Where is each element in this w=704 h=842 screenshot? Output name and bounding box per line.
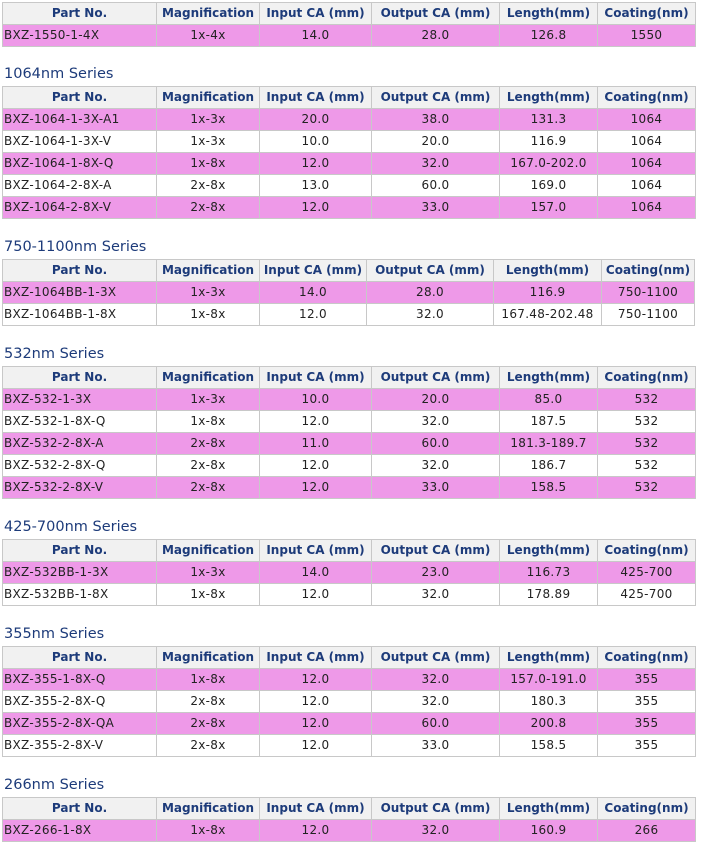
header-coating: Coating(nm) bbox=[598, 798, 696, 820]
cell-output-ca: 20.0 bbox=[372, 389, 500, 411]
cell-input-ca: 13.0 bbox=[260, 175, 372, 197]
cell-length: 157.0-191.0 bbox=[500, 669, 598, 691]
cell-part-no: BXZ-532-2-8X-A bbox=[3, 433, 157, 455]
cell-coating: 750-1100 bbox=[602, 304, 695, 326]
cell-output-ca: 60.0 bbox=[372, 433, 500, 455]
header-input-ca: Input CA (mm) bbox=[260, 798, 372, 820]
cell-coating: 355 bbox=[598, 713, 696, 735]
table-row bbox=[3, 691, 696, 713]
cell-length: 180.3 bbox=[500, 691, 598, 713]
cell-input-ca: 12.0 bbox=[260, 304, 367, 326]
cell-coating: 750-1100 bbox=[602, 282, 695, 304]
header-output-ca: Output CA (mm) bbox=[372, 540, 500, 562]
series-title: 266nm Series bbox=[4, 777, 105, 793]
header-part-no: Part No. bbox=[3, 260, 157, 282]
cell-part-no: BXZ-1064BB-1-8X bbox=[3, 304, 157, 326]
cell-output-ca: 60.0 bbox=[372, 175, 500, 197]
series-title: 355nm Series bbox=[4, 626, 105, 642]
cell-output-ca: 60.0 bbox=[372, 713, 500, 735]
cell-output-ca: 32.0 bbox=[372, 691, 500, 713]
header-magnification: Magnification bbox=[157, 798, 260, 820]
header-output-ca: Output CA (mm) bbox=[367, 260, 494, 282]
cell-input-ca: 12.0 bbox=[260, 197, 372, 219]
spec-table bbox=[2, 797, 696, 842]
cell-input-ca: 12.0 bbox=[260, 153, 372, 175]
cell-part-no: BXZ-1064-1-8X-Q bbox=[3, 153, 157, 175]
cell-magnification: 1x-8x bbox=[157, 820, 260, 842]
cell-coating: 425-700 bbox=[598, 584, 696, 606]
cell-magnification: 1x-8x bbox=[157, 669, 260, 691]
header-magnification: Magnification bbox=[157, 260, 260, 282]
series-title: 1064nm Series bbox=[4, 66, 114, 82]
cell-magnification: 1x-8x bbox=[157, 584, 260, 606]
cell-input-ca: 12.0 bbox=[260, 669, 372, 691]
table-header-row bbox=[3, 367, 696, 389]
table-header-row bbox=[3, 647, 696, 669]
table-row bbox=[3, 433, 696, 455]
header-part-no: Part No. bbox=[3, 647, 157, 669]
header-input-ca: Input CA (mm) bbox=[260, 647, 372, 669]
cell-input-ca: 12.0 bbox=[260, 584, 372, 606]
table-row bbox=[3, 153, 696, 175]
table-header-row bbox=[3, 87, 696, 109]
cell-magnification: 1x-3x bbox=[157, 389, 260, 411]
cell-part-no: BXZ-1064-1-3X-A1 bbox=[3, 109, 157, 131]
spec-table bbox=[2, 259, 695, 326]
header-input-ca: Input CA (mm) bbox=[260, 540, 372, 562]
cell-input-ca: 14.0 bbox=[260, 562, 372, 584]
cell-coating: 532 bbox=[598, 411, 696, 433]
cell-output-ca: 32.0 bbox=[372, 669, 500, 691]
cell-part-no: BXZ-532BB-1-8X bbox=[3, 584, 157, 606]
cell-output-ca: 33.0 bbox=[372, 735, 500, 757]
cell-part-no: BXZ-532-2-8X-Q bbox=[3, 455, 157, 477]
table-row bbox=[3, 25, 696, 47]
cell-coating: 532 bbox=[598, 455, 696, 477]
table-row bbox=[3, 713, 696, 735]
cell-coating: 425-700 bbox=[598, 562, 696, 584]
header-length: Length(mm) bbox=[500, 798, 598, 820]
cell-coating: 532 bbox=[598, 389, 696, 411]
header-input-ca: Input CA (mm) bbox=[260, 87, 372, 109]
cell-part-no: BXZ-1064-2-8X-A bbox=[3, 175, 157, 197]
header-part-no: Part No. bbox=[3, 540, 157, 562]
cell-coating: 1064 bbox=[598, 153, 696, 175]
header-input-ca: Input CA (mm) bbox=[260, 367, 372, 389]
spec-table bbox=[2, 366, 696, 499]
table-row bbox=[3, 389, 696, 411]
cell-input-ca: 14.0 bbox=[260, 282, 367, 304]
table-row bbox=[3, 197, 696, 219]
spec-table bbox=[2, 646, 696, 757]
cell-coating: 355 bbox=[598, 669, 696, 691]
header-length: Length(mm) bbox=[500, 3, 598, 25]
cell-magnification: 1x-4x bbox=[157, 25, 260, 47]
table-header-row bbox=[3, 3, 696, 25]
cell-magnification: 2x-8x bbox=[157, 735, 260, 757]
cell-part-no: BXZ-1064-1-3X-V bbox=[3, 131, 157, 153]
cell-output-ca: 28.0 bbox=[367, 282, 494, 304]
cell-length: 116.9 bbox=[494, 282, 602, 304]
cell-magnification: 2x-8x bbox=[157, 713, 260, 735]
cell-output-ca: 33.0 bbox=[372, 197, 500, 219]
cell-output-ca: 32.0 bbox=[372, 411, 500, 433]
cell-input-ca: 12.0 bbox=[260, 713, 372, 735]
cell-length: 167.0-202.0 bbox=[500, 153, 598, 175]
cell-part-no: BXZ-1550-1-4X bbox=[3, 25, 157, 47]
header-length: Length(mm) bbox=[494, 260, 602, 282]
table-row bbox=[3, 477, 696, 499]
header-magnification: Magnification bbox=[157, 647, 260, 669]
series-title: 750-1100nm Series bbox=[4, 239, 147, 255]
cell-coating: 532 bbox=[598, 477, 696, 499]
cell-length: 187.5 bbox=[500, 411, 598, 433]
header-coating: Coating(nm) bbox=[602, 260, 695, 282]
cell-length: 200.8 bbox=[500, 713, 598, 735]
cell-length: 158.5 bbox=[500, 735, 598, 757]
table-row bbox=[3, 562, 696, 584]
cell-magnification: 1x-3x bbox=[157, 562, 260, 584]
header-input-ca: Input CA (mm) bbox=[260, 3, 372, 25]
cell-part-no: BXZ-532-1-8X-Q bbox=[3, 411, 157, 433]
table-row bbox=[3, 669, 696, 691]
cell-input-ca: 14.0 bbox=[260, 25, 372, 47]
table-header-row bbox=[3, 260, 695, 282]
cell-input-ca: 10.0 bbox=[260, 131, 372, 153]
header-output-ca: Output CA (mm) bbox=[372, 3, 500, 25]
cell-part-no: BXZ-532-2-8X-V bbox=[3, 477, 157, 499]
cell-part-no: BXZ-266-1-8X bbox=[3, 820, 157, 842]
cell-length: 157.0 bbox=[500, 197, 598, 219]
header-coating: Coating(nm) bbox=[598, 3, 696, 25]
header-length: Length(mm) bbox=[500, 367, 598, 389]
series-title: 425-700nm Series bbox=[4, 519, 138, 535]
cell-length: 181.3-189.7 bbox=[500, 433, 598, 455]
spec-table bbox=[2, 2, 696, 47]
cell-length: 158.5 bbox=[500, 477, 598, 499]
header-magnification: Magnification bbox=[157, 367, 260, 389]
table-row bbox=[3, 411, 696, 433]
table-row bbox=[3, 175, 696, 197]
cell-magnification: 1x-8x bbox=[157, 411, 260, 433]
cell-output-ca: 38.0 bbox=[372, 109, 500, 131]
header-output-ca: Output CA (mm) bbox=[372, 798, 500, 820]
header-input-ca: Input CA (mm) bbox=[260, 260, 367, 282]
table-header-row bbox=[3, 540, 696, 562]
cell-coating: 355 bbox=[598, 691, 696, 713]
header-coating: Coating(nm) bbox=[598, 367, 696, 389]
cell-coating: 355 bbox=[598, 735, 696, 757]
cell-input-ca: 12.0 bbox=[260, 477, 372, 499]
header-length: Length(mm) bbox=[500, 87, 598, 109]
header-length: Length(mm) bbox=[500, 647, 598, 669]
table-row bbox=[3, 282, 695, 304]
cell-magnification: 2x-8x bbox=[157, 477, 260, 499]
cell-part-no: BXZ-1064BB-1-3X bbox=[3, 282, 157, 304]
cell-output-ca: 32.0 bbox=[372, 153, 500, 175]
header-magnification: Magnification bbox=[157, 540, 260, 562]
cell-output-ca: 33.0 bbox=[372, 477, 500, 499]
cell-magnification: 2x-8x bbox=[157, 691, 260, 713]
header-output-ca: Output CA (mm) bbox=[372, 367, 500, 389]
cell-length: 167.48-202.48 bbox=[494, 304, 602, 326]
cell-output-ca: 23.0 bbox=[372, 562, 500, 584]
header-length: Length(mm) bbox=[500, 540, 598, 562]
cell-part-no: BXZ-1064-2-8X-V bbox=[3, 197, 157, 219]
table-row bbox=[3, 131, 696, 153]
cell-input-ca: 12.0 bbox=[260, 820, 372, 842]
cell-magnification: 1x-3x bbox=[157, 109, 260, 131]
cell-input-ca: 12.0 bbox=[260, 455, 372, 477]
cell-input-ca: 11.0 bbox=[260, 433, 372, 455]
cell-output-ca: 28.0 bbox=[372, 25, 500, 47]
cell-magnification: 1x-8x bbox=[157, 153, 260, 175]
cell-input-ca: 12.0 bbox=[260, 735, 372, 757]
header-coating: Coating(nm) bbox=[598, 87, 696, 109]
cell-length: 116.9 bbox=[500, 131, 598, 153]
cell-coating: 532 bbox=[598, 433, 696, 455]
cell-coating: 1064 bbox=[598, 109, 696, 131]
cell-part-no: BXZ-532BB-1-3X bbox=[3, 562, 157, 584]
cell-output-ca: 20.0 bbox=[372, 131, 500, 153]
table-row bbox=[3, 304, 695, 326]
cell-input-ca: 20.0 bbox=[260, 109, 372, 131]
cell-coating: 1550 bbox=[598, 25, 696, 47]
table-row bbox=[3, 584, 696, 606]
cell-length: 186.7 bbox=[500, 455, 598, 477]
cell-coating: 1064 bbox=[598, 197, 696, 219]
cell-output-ca: 32.0 bbox=[372, 820, 500, 842]
cell-length: 116.73 bbox=[500, 562, 598, 584]
cell-input-ca: 12.0 bbox=[260, 691, 372, 713]
cell-part-no: BXZ-355-1-8X-Q bbox=[3, 669, 157, 691]
table-row bbox=[3, 455, 696, 477]
header-part-no: Part No. bbox=[3, 798, 157, 820]
cell-output-ca: 32.0 bbox=[372, 455, 500, 477]
cell-coating: 1064 bbox=[598, 131, 696, 153]
header-coating: Coating(nm) bbox=[598, 540, 696, 562]
header-part-no: Part No. bbox=[3, 87, 157, 109]
cell-length: 131.3 bbox=[500, 109, 598, 131]
cell-input-ca: 12.0 bbox=[260, 411, 372, 433]
cell-length: 178.89 bbox=[500, 584, 598, 606]
header-part-no: Part No. bbox=[3, 3, 157, 25]
table-row bbox=[3, 109, 696, 131]
table-header-row bbox=[3, 798, 696, 820]
cell-part-no: BXZ-355-2-8X-Q bbox=[3, 691, 157, 713]
header-magnification: Magnification bbox=[157, 3, 260, 25]
cell-magnification: 2x-8x bbox=[157, 197, 260, 219]
cell-part-no: BXZ-532-1-3X bbox=[3, 389, 157, 411]
cell-output-ca: 32.0 bbox=[367, 304, 494, 326]
header-output-ca: Output CA (mm) bbox=[372, 647, 500, 669]
cell-coating: 1064 bbox=[598, 175, 696, 197]
cell-magnification: 1x-3x bbox=[157, 131, 260, 153]
header-coating: Coating(nm) bbox=[598, 647, 696, 669]
cell-magnification: 2x-8x bbox=[157, 455, 260, 477]
spec-table bbox=[2, 539, 696, 606]
cell-input-ca: 10.0 bbox=[260, 389, 372, 411]
cell-output-ca: 32.0 bbox=[372, 584, 500, 606]
cell-magnification: 1x-3x bbox=[157, 282, 260, 304]
header-magnification: Magnification bbox=[157, 87, 260, 109]
cell-length: 126.8 bbox=[500, 25, 598, 47]
series-title: 532nm Series bbox=[4, 346, 105, 362]
cell-coating: 266 bbox=[598, 820, 696, 842]
header-output-ca: Output CA (mm) bbox=[372, 87, 500, 109]
cell-length: 169.0 bbox=[500, 175, 598, 197]
spec-table bbox=[2, 86, 696, 219]
cell-part-no: BXZ-355-2-8X-QA bbox=[3, 713, 157, 735]
header-part-no: Part No. bbox=[3, 367, 157, 389]
cell-magnification: 2x-8x bbox=[157, 175, 260, 197]
cell-magnification: 1x-8x bbox=[157, 304, 260, 326]
table-row bbox=[3, 735, 696, 757]
cell-length: 160.9 bbox=[500, 820, 598, 842]
cell-length: 85.0 bbox=[500, 389, 598, 411]
cell-magnification: 2x-8x bbox=[157, 433, 260, 455]
table-row bbox=[3, 820, 696, 842]
cell-part-no: BXZ-355-2-8X-V bbox=[3, 735, 157, 757]
